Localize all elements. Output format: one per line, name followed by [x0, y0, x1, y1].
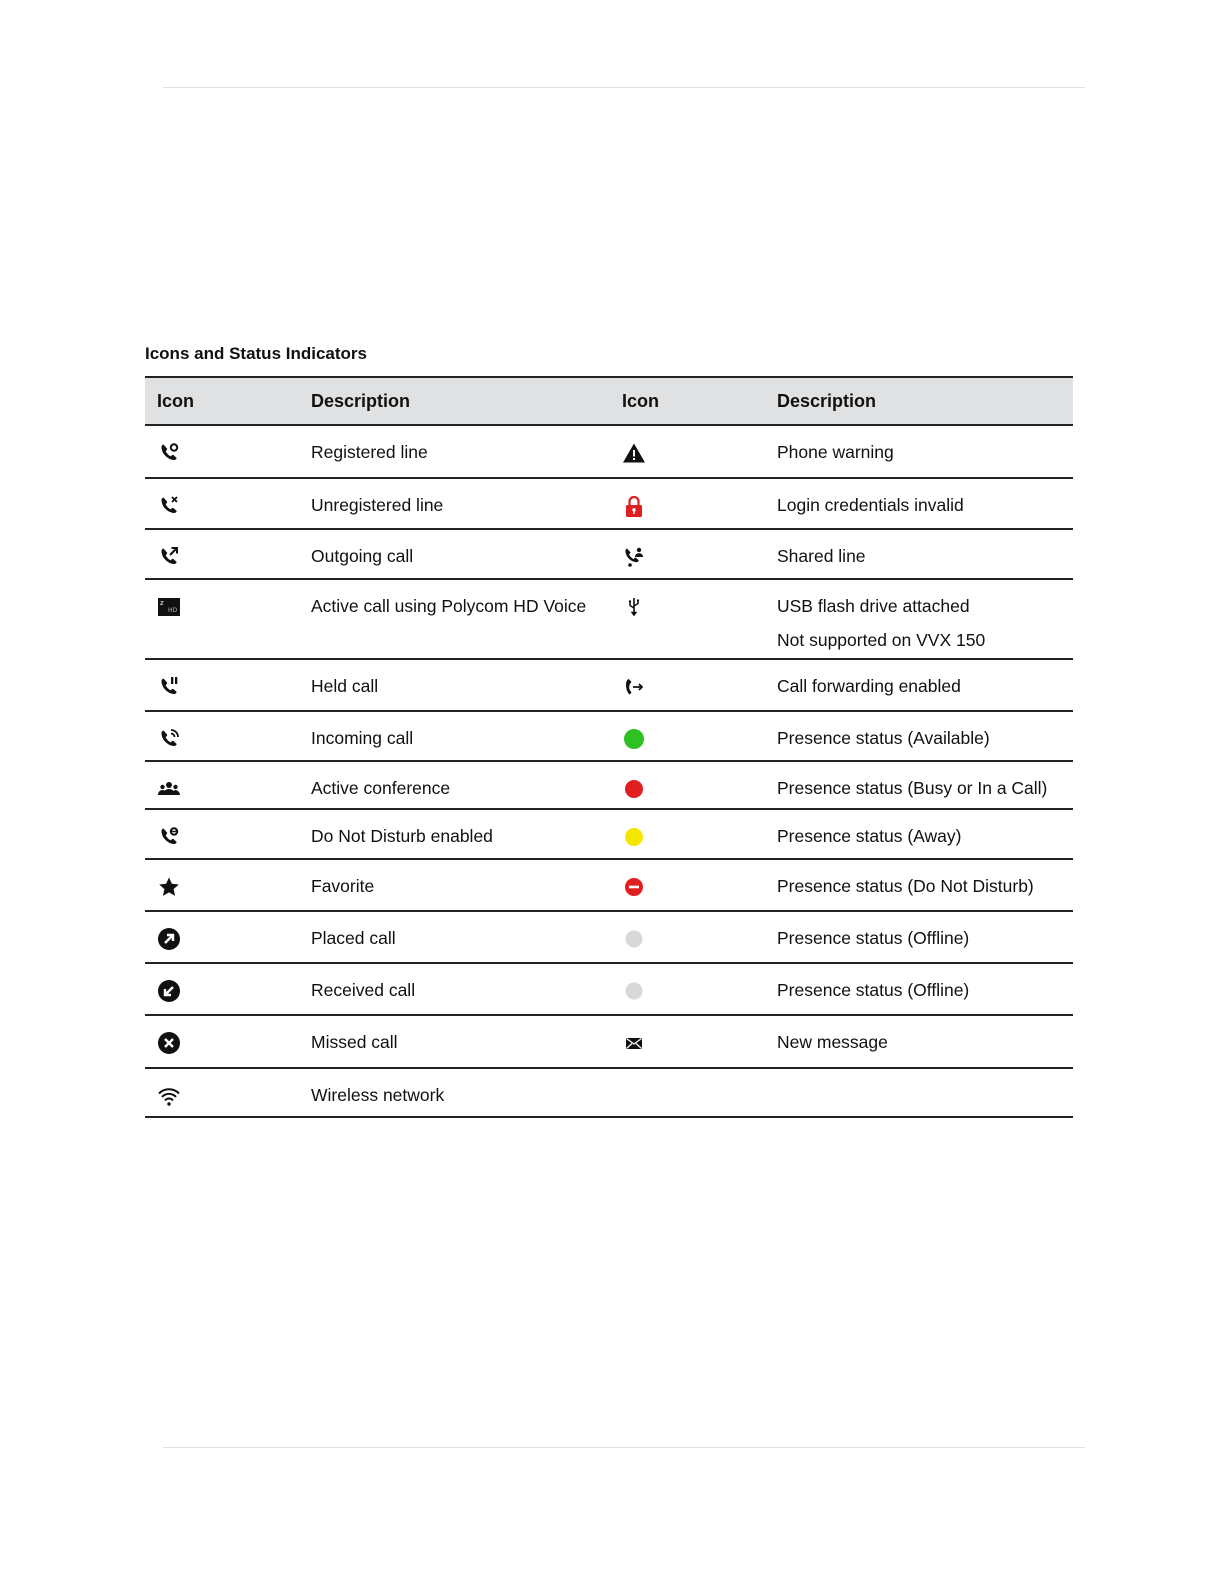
- svg-text:HD: HD: [168, 607, 178, 614]
- row-description-right-cell: [766, 761, 1073, 809]
- row-icon-right: [610, 963, 766, 1015]
- svg-text:z: z: [160, 599, 164, 607]
- table-row: [145, 859, 1073, 911]
- envelope-icon: [622, 1031, 646, 1055]
- row-icon-right: [610, 809, 766, 859]
- row-icon-left: [145, 425, 300, 478]
- table-row: [145, 659, 1073, 711]
- row-description-right-cell: [766, 529, 1073, 579]
- row-description-left: Registered line: [300, 425, 610, 478]
- row-description-right: Presence status (Available): [777, 728, 990, 748]
- row-description-right-cell: [766, 809, 1073, 859]
- row-description-right: Phone warning: [777, 442, 894, 462]
- row-description-left: Active call using Polycom HD Voice: [300, 579, 610, 659]
- table-row: [145, 579, 1073, 659]
- call-forward-icon: [622, 675, 646, 699]
- row-description-left: Missed call: [300, 1015, 610, 1068]
- warning-icon: [622, 441, 646, 465]
- row-description-right-cell: [766, 711, 1073, 761]
- header-description-2: Description: [766, 377, 1073, 425]
- row-icon-left: [145, 859, 300, 911]
- row-icon-left: [145, 963, 300, 1015]
- row-description-right: Call forwarding enabled: [777, 676, 961, 696]
- registered-line-icon: [157, 441, 181, 465]
- row-icon-right: [610, 1068, 766, 1117]
- row-description-right: Shared line: [777, 546, 866, 566]
- header-icon-2: Icon: [610, 377, 766, 425]
- icons-status-table: [145, 376, 1073, 1118]
- unregistered-line-icon: [157, 494, 181, 518]
- row-icon-left: [145, 911, 300, 963]
- table-row: [145, 1015, 1073, 1068]
- table-row: [145, 529, 1073, 579]
- row-description-left: Received call: [300, 963, 610, 1015]
- row-description-right-cell: [766, 425, 1073, 478]
- bottom-rule: [163, 1447, 1085, 1448]
- row-description-right: New message: [777, 1032, 888, 1052]
- row-icon-right: [610, 579, 766, 659]
- row-description-right-cell: [766, 859, 1073, 911]
- table-row: [145, 478, 1073, 529]
- presence-available-icon: [622, 727, 646, 751]
- table-row: [145, 963, 1073, 1015]
- shared-line-icon: [622, 545, 646, 569]
- row-icon-right: [610, 659, 766, 711]
- row-description-right: Login credentials invalid: [777, 495, 964, 515]
- row-description-left: Unregistered line: [300, 478, 610, 529]
- held-call-icon: [157, 675, 181, 699]
- wifi-icon: [157, 1084, 181, 1108]
- table-row: [145, 425, 1073, 478]
- table-row: [145, 911, 1073, 963]
- row-description-right-cell: [766, 579, 1073, 659]
- row-icon-right: [610, 425, 766, 478]
- row-icon-left: [145, 478, 300, 529]
- conference-icon: [157, 777, 181, 801]
- table-caption: Icons and Status Indicators: [145, 344, 367, 363]
- row-description-left: Incoming call: [300, 711, 610, 761]
- row-icon-right: [610, 529, 766, 579]
- row-description-right-cell: [766, 963, 1073, 1015]
- row-description-left: Outgoing call: [300, 529, 610, 579]
- outgoing-call-icon: [157, 545, 181, 569]
- row-description-right-cell: [766, 911, 1073, 963]
- incoming-call-icon: [157, 727, 181, 751]
- row-icon-left: [145, 761, 300, 809]
- row-description-right-cell: [766, 1068, 1073, 1117]
- row-icon-left: [145, 809, 300, 859]
- row-icon-right: [610, 859, 766, 911]
- row-icon-left: [145, 1015, 300, 1068]
- row-description-left: Held call: [300, 659, 610, 711]
- row-icon-right: [610, 711, 766, 761]
- row-icon-right: [610, 911, 766, 963]
- row-icon-left: [145, 579, 300, 659]
- row-description-right: Presence status (Busy or In a Call): [777, 778, 1048, 798]
- row-icon-left: [145, 1068, 300, 1117]
- header-row: [145, 377, 1073, 425]
- presence-away-icon: [622, 825, 646, 849]
- row-description-left: Active conference: [300, 761, 610, 809]
- top-rule: [163, 87, 1085, 88]
- usb-icon: [622, 595, 646, 619]
- row-description-left: Wireless network: [300, 1068, 610, 1117]
- row-description-left: Placed call: [300, 911, 610, 963]
- row-description-right: Presence status (Away): [777, 826, 962, 846]
- row-icon-right: [610, 478, 766, 529]
- table-row: [145, 809, 1073, 859]
- hd-voice-icon: [157, 595, 181, 619]
- received-call-icon: [157, 979, 181, 1003]
- row-description-right: Presence status (Offline): [777, 980, 970, 1000]
- row-icon-right: [610, 761, 766, 809]
- table-row: [145, 711, 1073, 761]
- presence-busy-icon: [622, 777, 646, 801]
- presence-offline-icon: [622, 979, 646, 1003]
- presence-offline-icon: [622, 927, 646, 951]
- row-description-right-cell: [766, 478, 1073, 529]
- presence-dnd-icon: [622, 875, 646, 899]
- row-description-left: Do Not Disturb enabled: [300, 809, 610, 859]
- table-row: [145, 761, 1073, 809]
- row-description-left: Favorite: [300, 859, 610, 911]
- placed-call-icon: [157, 927, 181, 951]
- missed-call-icon: [157, 1031, 181, 1055]
- dnd-icon: [157, 825, 181, 849]
- row-description-right-cell: [766, 1015, 1073, 1068]
- row-description-right: Presence status (Do Not Disturb): [777, 876, 1034, 896]
- row-description-right: Not supported on VVX 150: [777, 630, 986, 650]
- row-icon-left: [145, 529, 300, 579]
- table-row: [145, 1068, 1073, 1117]
- row-description-right-cell: [766, 659, 1073, 711]
- row-description-right: USB flash drive attached: [777, 596, 970, 616]
- row-description-right: Presence status (Offline): [777, 928, 970, 948]
- header-icon-1: Icon: [145, 377, 300, 425]
- star-icon: [157, 875, 181, 899]
- row-icon-left: [145, 711, 300, 761]
- row-icon-left: [145, 659, 300, 711]
- row-icon-right: [610, 1015, 766, 1068]
- lock-icon: [622, 494, 646, 518]
- header-description-1: Description: [300, 377, 610, 425]
